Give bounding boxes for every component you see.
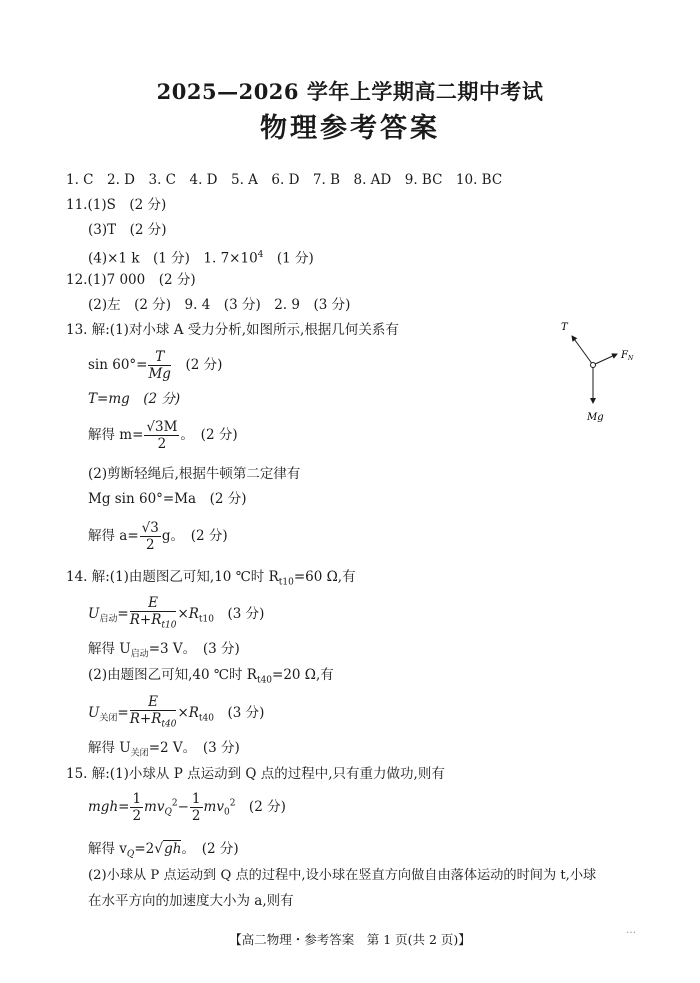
q12-part2: (2)左 (2 分) 9. 4 (3 分) 2. 9 (3 分)	[88, 297, 351, 313]
tension-arrow	[572, 336, 593, 365]
q11-part3: (3)T (2 分)	[88, 222, 167, 238]
answer-title: 物理参考答案	[260, 113, 440, 144]
label-FN: $F_N$	[621, 350, 634, 362]
q14-eq3: $U_{关闭}=$ $\frac{E}{R+R_{t40}}$ $\times R_{t40}$ (3 分)	[88, 694, 265, 730]
q15-part2-line1: (2)小球从 P 点运动到 Q 点的过程中,设小球在竖直方向做自由落体运动的时间为 t,小球	[88, 868, 597, 883]
q11-part4: (4)×1 k (1 分) 1. $7\times 10^4$ (1 分)	[88, 250, 314, 267]
q12-part1: 12.(1)7 000 (2 分)	[66, 272, 196, 288]
q14-part2-intro: (2)由题图乙可知,40 ℃时 $R_{t40}=20$ Ω,有	[88, 667, 334, 686]
q15-intro: 15. 解:(1)小球从 P 点运动到 Q 点的过程中,只有重力做功,则有	[66, 766, 445, 782]
q14-eq2: 解得 $U_{启动}=3$ V。 (3 分)	[88, 641, 240, 660]
corner-mark: …	[626, 925, 636, 936]
q14-intro: 14. 解:(1)由题图乙可知,10 ℃时 $R_{t10}=60$ Ω,有	[66, 569, 356, 588]
q14-eq1: $U_{启动}=$ $\frac{E}{R+R_{t10}}$ $\times R_{t10}$ (3 分)	[88, 595, 265, 631]
q13-eq1: sin 60°= $\frac{T}{Mg}$ (2 分)	[88, 349, 223, 382]
q13-eq2: T=mg (2 分)	[88, 391, 181, 407]
q13-part2-intro: (2)剪断轻绳后,根据牛顿第二定律有	[88, 466, 301, 482]
q14-eq4: 解得 $U_{关闭}=2$ V。 (3 分)	[88, 740, 240, 759]
label-Mg: Mg	[587, 412, 604, 423]
q13-eq5: 解得 a= $\frac{√3}{2}$ g。 (2 分)	[88, 520, 228, 553]
exam-title: 2025—2026 学年上学期高二期中考试	[156, 79, 544, 104]
q15-part2-line2: 在水平方向的加速度大小为 a,则有	[88, 893, 294, 909]
multiple-choice-answers: 1. C 2. D 3. C 4. D 5. A 6. D 7. B 8. AD 9. BC 10. BC	[66, 172, 503, 188]
q11-part1: 11.(1)S (2 分)	[66, 197, 167, 213]
force-diagram	[555, 318, 655, 428]
q13-intro: 13. 解:(1)对小球 A 受力分析,如图所示,根据几何关系有	[66, 322, 399, 338]
q13-eq3: 解得 m= $\frac{√3M}{2}$ 。 (2 分)	[88, 419, 238, 452]
label-T: T	[561, 322, 568, 333]
page-footer: 【高二物理・参考答案 第 1 页(共 2 页)】	[229, 932, 471, 947]
normal-force-arrow	[593, 354, 617, 365]
q15-eq2: 解得 $v_Q=2√gh$。 (2 分)	[88, 841, 239, 860]
ball-point	[591, 363, 596, 368]
q13-eq4: Mg sin 60°=Ma (2 分)	[88, 491, 247, 507]
q15-eq1: mgh= $\frac{1}{2}$ $mv_Q^2-$ $\frac{1}{2}$ $mv_0^2$ (2 分)	[88, 791, 286, 824]
